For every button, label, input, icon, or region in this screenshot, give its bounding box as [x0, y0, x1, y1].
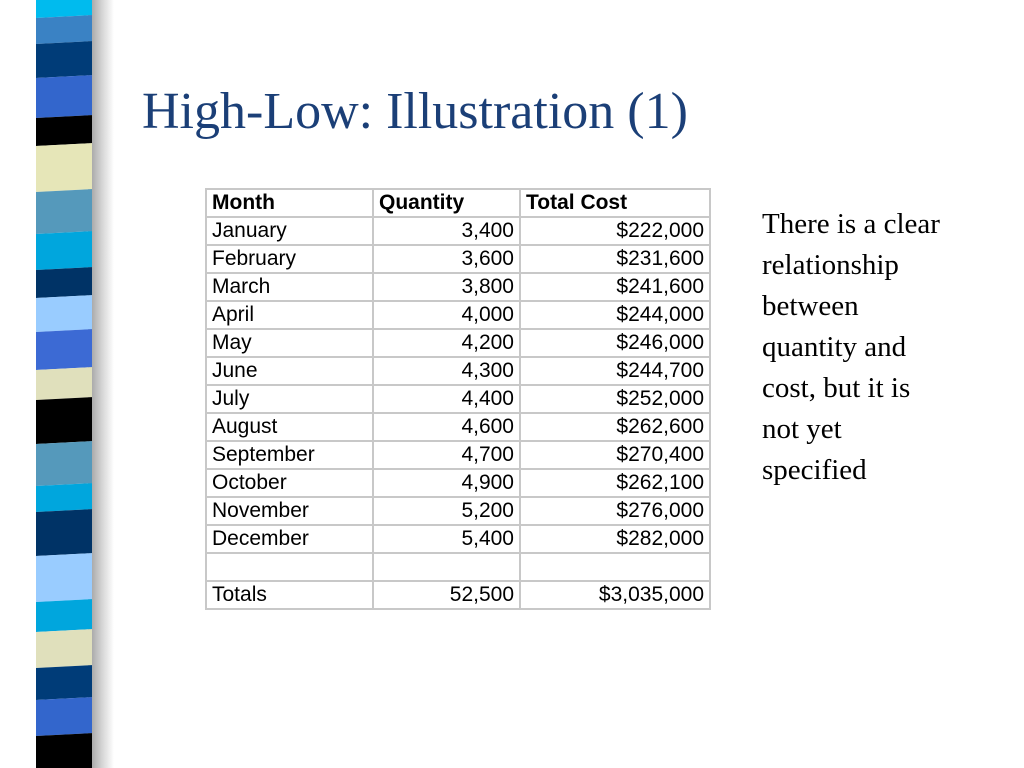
- cell-quantity: 3,400: [373, 217, 520, 245]
- cell-quantity: 3,600: [373, 245, 520, 273]
- column-header-quantity: Quantity: [373, 189, 520, 217]
- table-row: [206, 413, 710, 441]
- stripe-band: [36, 15, 92, 44]
- cell-total-cost: [520, 553, 710, 581]
- stripe-band: [36, 665, 92, 700]
- cell-total-cost: $262,600: [520, 413, 710, 441]
- decorative-stripe: [0, 0, 100, 768]
- stripe-band: [36, 697, 92, 736]
- cell-total-cost: $244,700: [520, 357, 710, 385]
- stripe-band: [36, 441, 92, 486]
- table-row: [206, 245, 710, 273]
- cell-month: May: [206, 329, 373, 357]
- table-row: [206, 553, 710, 581]
- cell-month: November: [206, 497, 373, 525]
- stripe-band: [36, 553, 92, 602]
- table-row: [206, 525, 710, 553]
- cell-total-cost: $244,000: [520, 301, 710, 329]
- cell-month: September: [206, 441, 373, 469]
- cell-month: April: [206, 301, 373, 329]
- stripe-band: [36, 733, 92, 768]
- cell-month: March: [206, 273, 373, 301]
- column-header-month: Month: [206, 189, 373, 217]
- stripe-band: [36, 367, 92, 400]
- cell-total-cost: $241,600: [520, 273, 710, 301]
- table-row: [206, 357, 710, 385]
- table-row: [206, 385, 710, 413]
- stripe-band: [36, 267, 92, 298]
- table-row: [206, 301, 710, 329]
- cell-total-cost: $3,035,000: [520, 581, 710, 609]
- column-header-total-cost: Total Cost: [520, 189, 710, 217]
- stripe-band: [36, 509, 92, 556]
- table-row: [206, 329, 710, 357]
- cell-month: July: [206, 385, 373, 413]
- cell-month: January: [206, 217, 373, 245]
- cost-table: [205, 188, 711, 610]
- table-row: [206, 469, 710, 497]
- stripe-band: [36, 41, 92, 78]
- stripe-band: [36, 143, 92, 192]
- cell-total-cost: $252,000: [520, 385, 710, 413]
- stripe-band: [36, 115, 92, 146]
- cell-month: August: [206, 413, 373, 441]
- cell-quantity: 4,600: [373, 413, 520, 441]
- table-row: [206, 497, 710, 525]
- cell-total-cost: $282,000: [520, 525, 710, 553]
- cell-month: October: [206, 469, 373, 497]
- side-note: There is a clear relationship between quantity and cost, but it is not yet specified: [762, 208, 940, 486]
- cell-quantity: 4,300: [373, 357, 520, 385]
- cell-total-cost: $276,000: [520, 497, 710, 525]
- cell-month: [206, 553, 373, 581]
- stripe-band: [36, 397, 92, 444]
- table-header-row: [206, 189, 710, 217]
- cell-quantity: 4,700: [373, 441, 520, 469]
- table-row: [206, 217, 710, 245]
- cell-total-cost: $262,100: [520, 469, 710, 497]
- slide-title: High-Low: Illustration (1): [142, 83, 688, 140]
- cell-month: February: [206, 245, 373, 273]
- cell-quantity: 4,200: [373, 329, 520, 357]
- stripe-band: [36, 189, 92, 234]
- stripe-band: [36, 231, 92, 270]
- stripe-band: [36, 75, 92, 118]
- stripe-band: [36, 629, 92, 668]
- cell-month: June: [206, 357, 373, 385]
- table-row: [206, 273, 710, 301]
- cell-total-cost: $231,600: [520, 245, 710, 273]
- stripe-band: [36, 599, 92, 632]
- cell-quantity: [373, 553, 520, 581]
- cell-quantity: 52,500: [373, 581, 520, 609]
- table-row: [206, 581, 710, 609]
- cell-total-cost: $246,000: [520, 329, 710, 357]
- stripe-band: [36, 329, 92, 370]
- cell-quantity: 5,400: [373, 525, 520, 553]
- cell-total-cost: $270,400: [520, 441, 710, 469]
- table-row: [206, 441, 710, 469]
- cell-quantity: 4,400: [373, 385, 520, 413]
- stripe-band: [36, 295, 92, 332]
- stripe-band: [36, 483, 92, 512]
- cell-quantity: 4,900: [373, 469, 520, 497]
- cell-quantity: 4,000: [373, 301, 520, 329]
- cell-quantity: 3,800: [373, 273, 520, 301]
- cell-quantity: 5,200: [373, 497, 520, 525]
- cell-month: December: [206, 525, 373, 553]
- cell-total-cost: $222,000: [520, 217, 710, 245]
- cell-month: Totals: [206, 581, 373, 609]
